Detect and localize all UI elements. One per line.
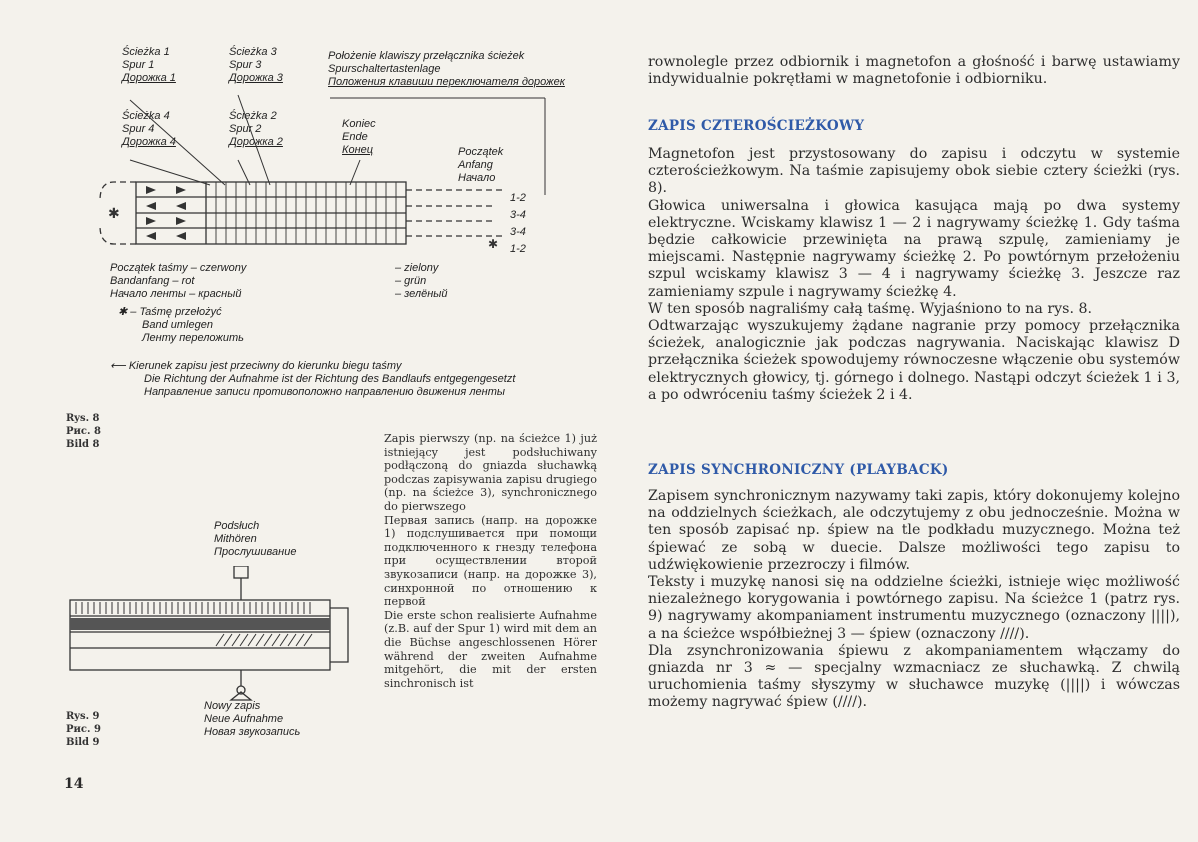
fig9-sync-diagram: [66, 566, 366, 716]
four-track-section: Magnetofon jest przystosowany do zapisu i odczytu w systemie czterościeżkowym. Na taśmie zapisujemy obok siebie cztery ścieżki (rys. 8). Głowica uniwersalna i głowica kasująca mają po dwa systemy elektryczne. Wciskamy klawisz 1 — 2 i nagrywamy ścieżkę 1. Gdy taśma będzie całkowicie przewinięta na prawą szpulę, zamieniamy je miejscami. Następnie nagrywamy ścieżkę 2. Po powtórnym przełożeniu szpul wciskamy klawisz 3 — 4 i nagrywamy ścieżkę 3. Jeszcze raz zamieniamy szpule i nagrywamy ścieżkę 4. W ten sposób nagraliśmy całą taśmę. Wyjaśniono to na rys. 8. Odtwarzając wyszukujemy żądane nagranie przy pomocy przełącznika ścieżek, analogicznie jak podczas nagrywania. Naciskając klawisz D przełącznika ścieżek spowodujemy równoczesne włączenie obu systemów elektrycznych głowicy, tj. górnego i dolnego. Nastąpi odczyt ścieżek 1 i 3, a po odwróceniu taśmy ścieżek 2 i 4.: [648, 146, 1180, 403]
heading-four-track: ZAPIS CZTEROŚCIEŻKOWY: [648, 118, 865, 134]
svg-text:✱: ✱: [108, 206, 120, 222]
fig9-description-pl: Zapis pierwszy (np. na ścieżce 1) już istniejący jest podsłuchiwany podłączoną do gniazda słuchawką podczas zapisywania zapisu drugiego (np. na ścieżce 3), synchronicznego do pierwszego: [384, 432, 597, 513]
page-number: 14: [64, 776, 84, 792]
right-page: [600, 0, 1198, 842]
fig9-description: [384, 432, 597, 690]
fig8-label-track1: Ścieżka 1 Spur 1 Дорожка 1: [122, 46, 176, 84]
fig8-legend-swap: ✱ – Taśmę przełożyć Band umlegen Ленту переложить: [118, 306, 244, 344]
fig8-caption: Rys. 8 Рис. 8 Bild 8: [66, 413, 101, 450]
fig9-label-listen: Podsłuch Mithören Прослушивание: [214, 520, 297, 558]
fig8-track-positions: 1-2 3-4 3-4 1-2: [510, 192, 526, 255]
fig8-legend-direction: ⟵ Kierunek zapisu jest przeciwny do kierunku biegu taśmy Die Richtung der Aufnahme ist der Richtung des Bandlaufs entgegengesetzt Направление записи противоположно направлению движения ленты: [110, 360, 516, 398]
svg-text:✱: ✱: [488, 237, 499, 251]
intro-paragraph: rownolegle przez odbiornik i magnetofon a głośność i barwę ustawiamy indywidualnie pokrętłami w magnetofonie i odbiorniku.: [648, 54, 1180, 88]
fig8-legend-tape-start: Początek taśmy – czerwony Bandanfang – rot Начало ленты – красный: [110, 262, 247, 300]
fig9-label-new-recording: Nowy zapis Neue Aufnahme Новая звукозапись: [204, 700, 301, 738]
fig9-caption: Rys. 9 Рис. 9 Bild 9: [66, 711, 101, 748]
fig8-leader-lines: [110, 60, 550, 200]
fig8-label-track4: Ścieżka 4 Spur 4 Дорожка 4: [122, 110, 176, 148]
fig8-label-start: Początek Anfang Начало: [458, 146, 504, 184]
fig8-label-track3: Ścieżka 3 Spur 3 Дорожка 3: [229, 46, 283, 84]
fig8-label-end: Koniec Ende Конец: [342, 118, 376, 156]
fig8-label-switch: Położenie klawiszy przełącznika ścieżek Spurschaltertastenlage Положения клавиши переключателя дорожек: [328, 50, 565, 88]
fig9-description-de: Die erste schon realisierte Aufnahme (z.B. auf der Spur 1) wird mit dem an die Büchse angeschlossenen Hörer während der zweiten Aufnahme mitgehört, die mit der ersten sinchronisch ist: [384, 608, 597, 690]
synchronous-section: Zapisem synchronicznym nazywamy taki zapis, który dokonujemy kolejno na oddzielnych ścieżkach, ale odczytujemy z obu jednocześnie. Można w ten sposób zapisać np. śpiew na tle podkładu muzycznego. Można też śpiewać ze sobą w duecie. Dalsze możliwości tego zapisu to udźwiękowienie przezroczy i filmów. Teksty i muzykę nanosi się na oddzielne ścieżki, istnieje więc możliwość niezależnego korygowania i powtórnego zapisu. Na ścieżce 1 (patrz rys. 9) nagrywamy akompaniament instrumentu muzycznego (oznaczony ||||), a na ścieżce współbieżnej 3 — śpiew (oznaczony ////). Dla zsynchronizowania śpiewu z akompaniamentem włączamy do gniazda nr 3 ≈ — specjalny wzmacniacz ze słuchawką. Z chwilą uruchomienia taśmy słyszymy w słuchawce muzykę (||||) i wówczas możemy nagrywać śpiew (////).: [648, 488, 1180, 711]
heading-synchronous: ZAPIS SYNCHRONICZNY (PLAYBACK): [648, 462, 949, 478]
arrow-left-icon: ⟵: [110, 360, 129, 372]
fig9-description-ru: Первая запись (напр. на дорожке 1) подслушивается при помощи подключенного к гнезду телефона при осуществлении второй звукозаписи (напр. на дорожке 3), синхронной по отношению к первой: [384, 513, 597, 609]
fig8-label-track2: Ścieżka 2 Spur 2 Дорожка 2: [229, 110, 283, 148]
fig8-legend-green: – zielony – grün – зелёный: [395, 262, 448, 300]
